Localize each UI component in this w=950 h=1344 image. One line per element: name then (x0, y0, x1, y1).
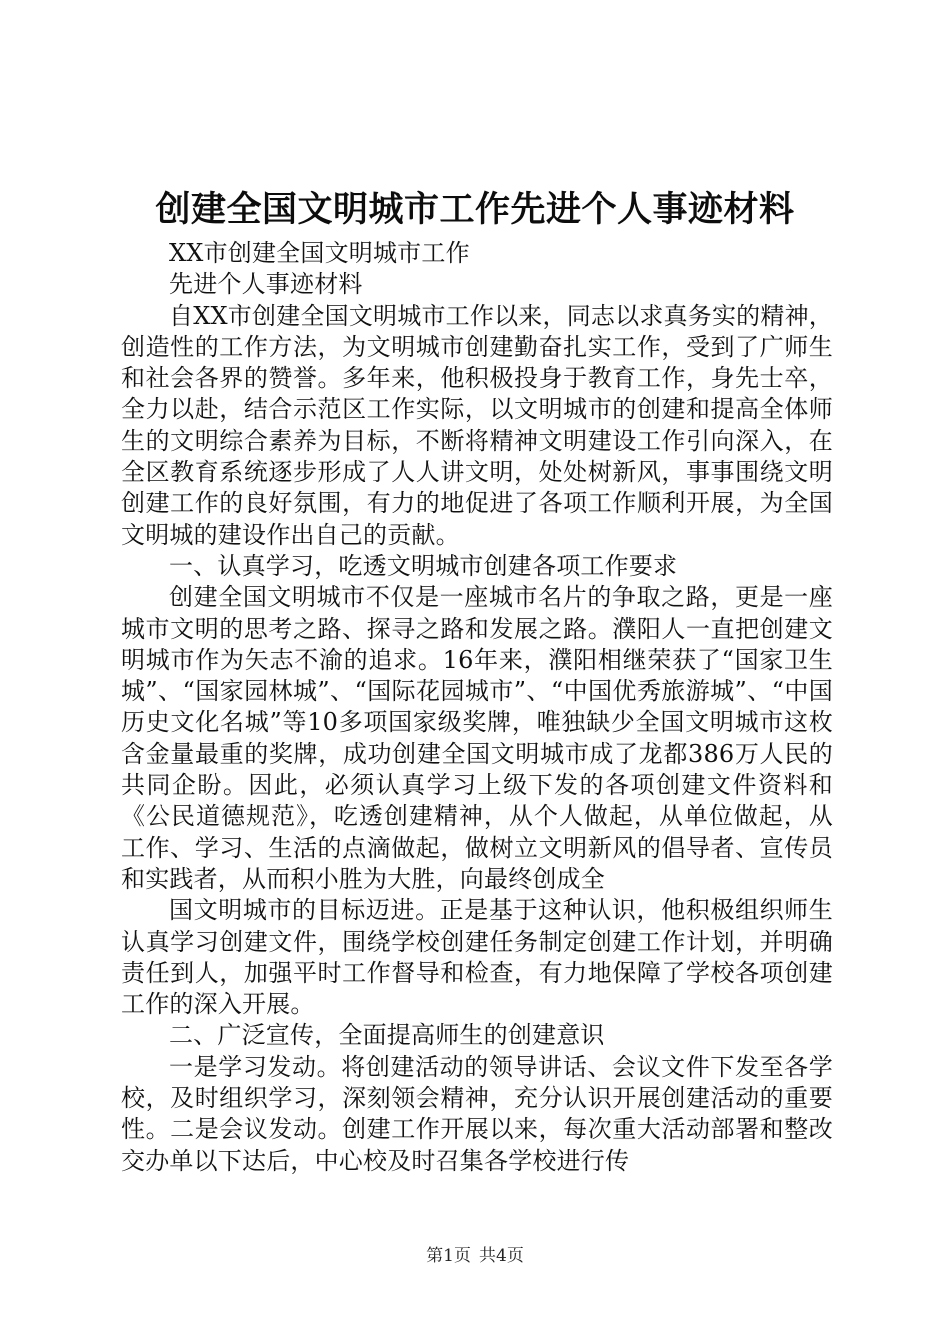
subtitle-line-1: XX市创建全国文明城市工作 (169, 239, 470, 267)
paragraph-section-1-b: 国文明城市的目标迈进。正是基于这种认识，他积极组织师生认真学习创建文件，围绕学校创建任务制定创建工作计划，并明确责任到人，加强平时工作督导和检查，有力地保障了学校各项创建工作的深入开展。 (121, 896, 833, 1019)
section-heading-1: 一、认真学习，吃透文明城市创建各项工作要求 (169, 551, 678, 580)
paragraph-intro: 自XX市创建全国文明城市工作以来，同志以求真务实的精神，创造性的工作方法，为文明城市创建勤奋扎实工作，受到了广师生和社会各界的赞誉。多年来，他积极投身于教育工作，身先士卒，全力以赴，结合示范区工作实际，以文明城市的创建和提高全体师生的文明综合素养为目标，不断将精神文明建设工作引向深入，在全区教育系统逐步形成了人人讲文明，处处树新风，事事围绕文明创建工作的良好氛围，有力的地促进了各项工作顺利开展，为全国文明城的建设作出自己的贡献。 (121, 301, 833, 549)
page-number: 第1页 (426, 1246, 471, 1266)
subtitle-line-2: 先进个人事迹材料 (169, 270, 363, 299)
paragraph-section-1-a: 创建全国文明城市不仅是一座城市名片的争取之路，更是一座城市文明的思考之路、探寻之路和发展之路。濮阳人一直把创建文明城市作为矢志不渝的追求。16年来，濮阳相继荣获了“国家卫生城”、“国家园林城”、“国际花园城市”、“中国优秀旅游城”、“中国历史文化名城”等10多项国家级奖牌，唯独缺少全国文明城市这枚含金量最重的奖牌，成功创建全国文明城市成了龙都386万人民的共同企盼。因此，必须认真学习上级下发的各项创建文件资料和《公民道德规范》，吃透创建精神，从个人做起，从单位做起，从工作、学习、生活的点滴做起，做树立文明新风的倡导者、宣传员和实践者，从而积小胜为大胜，向最终创成全 (121, 583, 833, 893)
page-footer (0, 1245, 950, 1267)
section-heading-2: 二、广泛宣传，全面提高师生的创建意识 (169, 1021, 605, 1050)
document-body (121, 238, 833, 1177)
paragraph-section-2-a: 一是学习发动。将创建活动的领导讲话、会议文件下发至各学校，及时组织学习，深刻领会精神，充分认识开展创建活动的重要性。二是会议发动。创建工作开展以来，每次重大活动部署和整改交办单以下达后，中心校及时召集各学校进行传 (121, 1052, 833, 1175)
document-title: 创建全国文明城市工作先进个人事迹材料 (155, 190, 795, 230)
page-total: 共4页 (479, 1246, 524, 1266)
